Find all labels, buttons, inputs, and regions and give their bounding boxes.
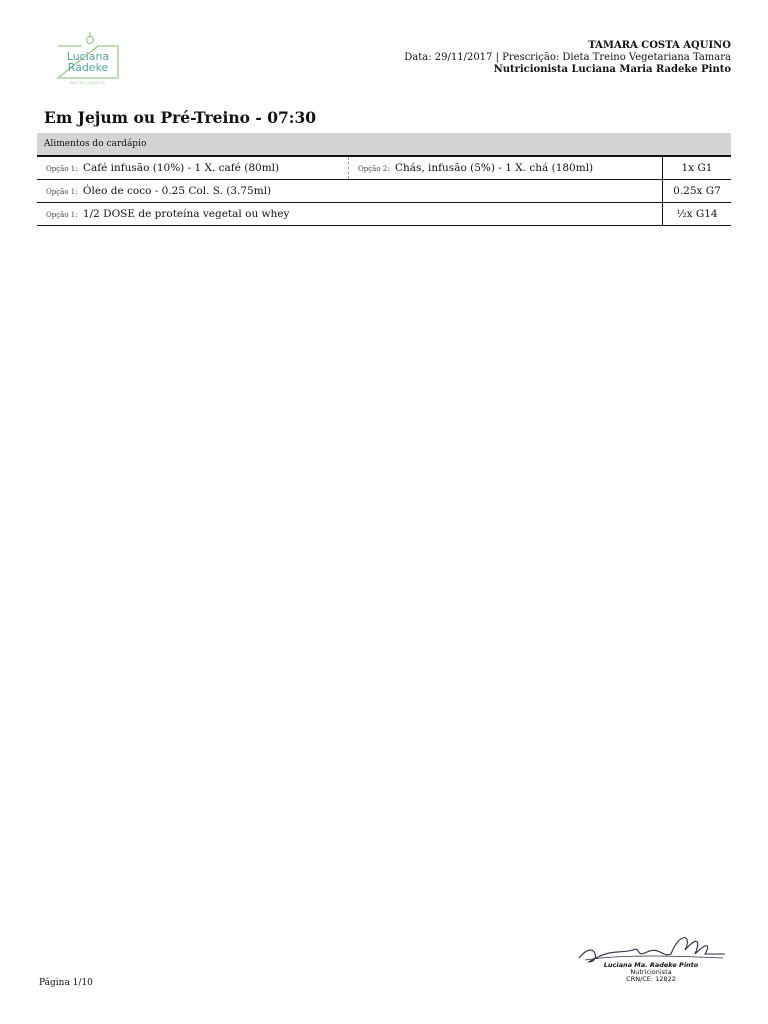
logo-line1: Luciana — [66, 50, 110, 63]
company-logo — [52, 30, 142, 86]
option-text: Óleo de coco - 0.25 Col. S. (3.75ml) — [82, 185, 272, 197]
option-cell — [37, 156, 349, 180]
portion-cell: ½x G14 — [663, 203, 732, 226]
table-row — [37, 180, 731, 203]
option-text: Chás, infusão (5%) - 1 X. chá (180ml) — [394, 162, 594, 174]
option-label: Opção 1: — [46, 188, 78, 196]
option-text: 1/2 DOSE de proteína vegetal ou whey — [82, 208, 290, 220]
table-row — [37, 203, 731, 226]
patient-name: TAMARA COSTA AQUINO — [588, 40, 731, 51]
portion-cell: 0.25x G7 — [663, 180, 732, 203]
portion-cell: 1x G1 — [663, 156, 732, 180]
option-cell — [37, 180, 663, 203]
signature-block — [575, 928, 727, 990]
meal-table — [37, 133, 731, 226]
meal-title: Em Jejum ou Pré-Treino - 07:30 — [44, 108, 317, 127]
option-label: Opção 2: — [358, 165, 390, 173]
page-number: Página 1/10 — [39, 978, 93, 988]
document-header — [404, 40, 731, 76]
date-prescription-line: Data: 29/11/2017 | Prescrição: Dieta Treino Vegetariana Tamara — [404, 52, 731, 63]
table-header-row — [37, 133, 731, 156]
option-cell — [349, 156, 663, 180]
signature-title: Nutricionista — [630, 968, 672, 976]
option-cell — [37, 203, 663, 226]
table-row — [37, 156, 731, 180]
signature-registration: CRN/CE: 12822 — [626, 975, 676, 983]
logo-tagline: NUTRICIONISTA — [70, 81, 106, 85]
signature-name: Luciana Ma. Radeke Pinto — [603, 961, 699, 969]
option-label: Opção 1: — [46, 211, 78, 219]
option-label: Opção 1: — [46, 165, 78, 173]
nutritionist-name: Nutricionista Luciana Maria Radeke Pinto — [493, 64, 731, 75]
option-text: Café infusão (10%) - 1 X. café (80ml) — [82, 162, 280, 174]
logo-line2: Radeke — [67, 61, 109, 74]
table-header: Alimentos do cardápio — [37, 133, 731, 156]
